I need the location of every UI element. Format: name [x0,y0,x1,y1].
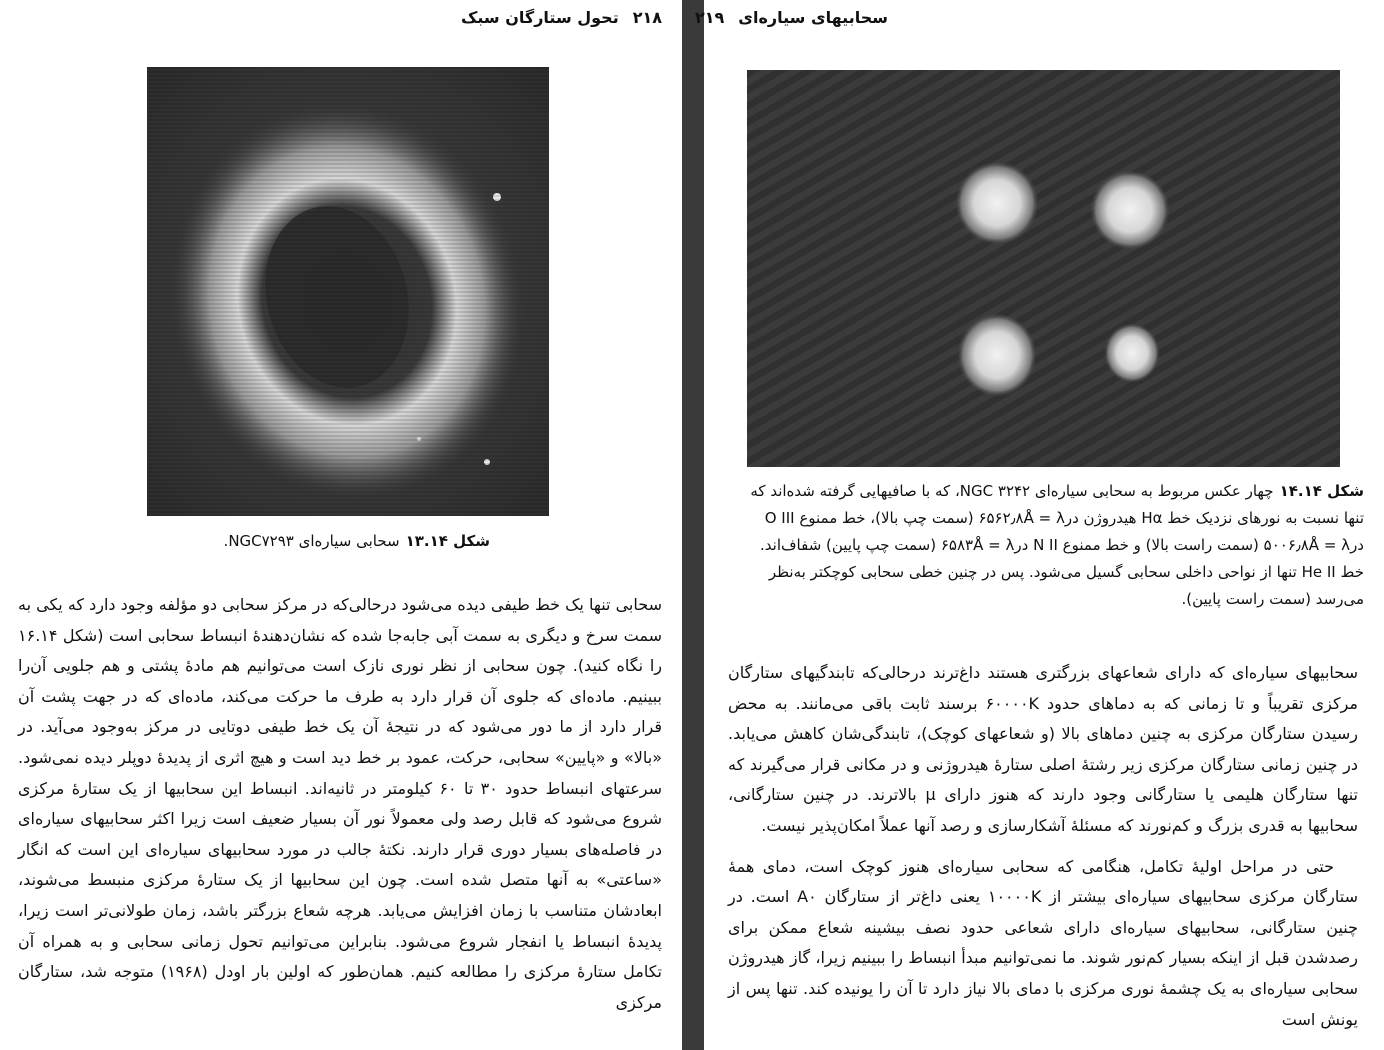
right-page [695,0,1384,1050]
body-paragraph-2: حتی در مراحل اولیهٔ تکامل، هنگامی که سحابی سیاره‌ای هنوز کوچک است، دمای همهٔ ستارگان مرکزی سحابیهای سیاره‌ای بیشتر از ۱۰۰۰۰K یعنی داغ‌تر از ستارگان A۰ است. در چنین ستارگانی، سحابیهای سیاره‌ای دارای شعاعی حدود نصف بیشینه شعاع ممکن برای رصدشدن قبل از اینکه بسیار کم‌نور شوند. ما نمی‌توانیم مبدأ انبساط را ببینیم زیرا، گاز هیدروژن سحابی سیاره‌ای به یک چشمهٔ نوری مرکزی با دمای بالا نیاز دارد تا آن را یونیده کند. تنها پس از یونش است [728,856,1358,1029]
figure-caption-13-14 [190,528,490,555]
figure-ngc7293-photo [147,67,549,516]
body-paragraph: سحابی تنها یک خط طیفی دیده می‌شود درحالی‌که در مرکز سحابی دو مؤلفه وجود دارد که یکی به سمت سرخ و دیگری به سمت آبی جابه‌جا شده که نشان‌دهندهٔ انبساط سحابی است (شکل ۱۶.۱۴ را نگاه کنید). چون سحابی از نظر نوری نازک است می‌توانیم هم مادهٔ پشتی و هم جلویی آن‌را ببینیم. ماده‌ای که جلوی آن قرار دارد به طرف ما حرکت می‌کند، ماده‌ای که در جهت پشت آن قرار دارد از ما دور می‌شود که در نتیجهٔ آن یک خط طیفی دوتایی در مرکز به‌وجود می‌آید. در «بالا» و «پایین» سحابی، حرکت، عمود بر خط دید است و هیچ اثری از پدیدهٔ دوپلر دیده نمی‌شود. سرعتهای انبساط حدود ۳۰ تا ۶۰ کیلومتر در ثانیه‌اند. انبساط این سحابیها از یک ستارهٔ مرکزی شروع می‌شود که قابل رصد ولی معمولاً نور آن بسیار ضعیف است زیرا اکثر سحابیهای سیاره‌ای در فاصله‌های بسیار دوری قرار دارند. نکتهٔ جالب در مورد سحابیهای سیاره‌ای این است که انگار «ساعتی» به آنها متصل شده است. چون این سحابیها از یک ستارهٔ مرکزی منبسط می‌شوند، ابعادشان متناسب با زمان افزایش می‌یابد. هرچه شعاع بزرگتر باشد، زمان طولانی‌تر است زیرا، پدیدهٔ انبساط یا انفجار شروع می‌شود. بنابراین می‌توانیم تحول زمانی سحابی و به همراه آن تکامل ستارهٔ مرکزی را مطالعه کنیم. همان‌طور که اولین بار اودل (۱۹۶۸) متوجه شد، ستارگان مرکزی [18,595,663,1012]
figure-caption-14-14 [732,478,1364,613]
left-page-body [18,590,662,1018]
nebula-o-iii [1090,170,1170,250]
right-page-number: ۲۱۹ [695,8,725,27]
body-paragraph-1: سحابیهای سیاره‌ای که دارای شعاعهای بزرگتری هستند داغ‌ترند درحالی‌که تابندگیهای ستارگان مرکزی تقریباً و تا زمانی که به دماهای حدود ۶۰۰۰۰K برسند ثابت باقی می‌مانند. به محض رسیدن ستارگان مرکزی به چنین دماهای بالا (و شعاعهای کوچک)، تابندگی‌شان کاهش می‌یابد. در چنین زمانی ستارگان مرکزی زیر رشتهٔ اصلی ستارهٔ هیدروژنی و در مکانی قرار می‌گیرند که تنها ستارگان هلیمی یا ستارگانی وجود دارند که هنوز دارای μ بالاترند. در چنین ستارگانی، سحابیها به قدری بزرگ و کم‌نورند که مسئلهٔ آشکارسازی و رصد آنها عملاً امکان‌پذیر نیست. [728,663,1359,835]
figure-caption-label: شکل ۱۴.۱۴ [1279,482,1364,500]
right-page-body [728,658,1358,1035]
book-gutter [682,0,704,1050]
right-page-header [695,8,888,27]
left-page [0,0,682,1050]
left-page-running-title: تحول ستارگان سبک [461,8,619,27]
ngc3242-four-filter-image [747,70,1340,467]
left-page-header [461,8,662,27]
nebula-he-ii [1104,323,1160,383]
nebula-h-alpha [955,161,1039,245]
figure-caption-text: چهار عکس مربوط به سحابی سیاره‌ای NGC ۳۲۴۲، که با صافیهایی گرفته شده‌اند که تنها نسبت به نورهای نزدیک خط Hα هیدروژن در۶۵۶۲٫۸Å = λ (سمت چپ بالا)، خط ممنوع O III در۵۰۰۶٫۸Å = λ (سمت راست بالا) و خط ممنوع N II در۶۵۸۳Å = λ (سمت چپ پایین) شفاف‌اند. خط He II تنها از نواحی داخلی سحابی گسیل می‌شود. پس در چنین خطی سحابی کوچکتر به‌نظر می‌رسد (سمت راست پایین). [750,482,1364,608]
helix-nebula-image [147,67,549,516]
left-page-number: ۲۱۸ [632,8,662,27]
figure-ngc3242-photo [747,70,1340,467]
right-page-running-title: سحابیهای سیاره‌ای [738,8,888,27]
figure-caption-label: شکل ۱۳.۱۴ [405,532,490,550]
nebula-n-ii [957,313,1037,397]
figure-caption-text: سحابی سیاره‌ای NGC۷۲۹۳. [223,532,400,550]
